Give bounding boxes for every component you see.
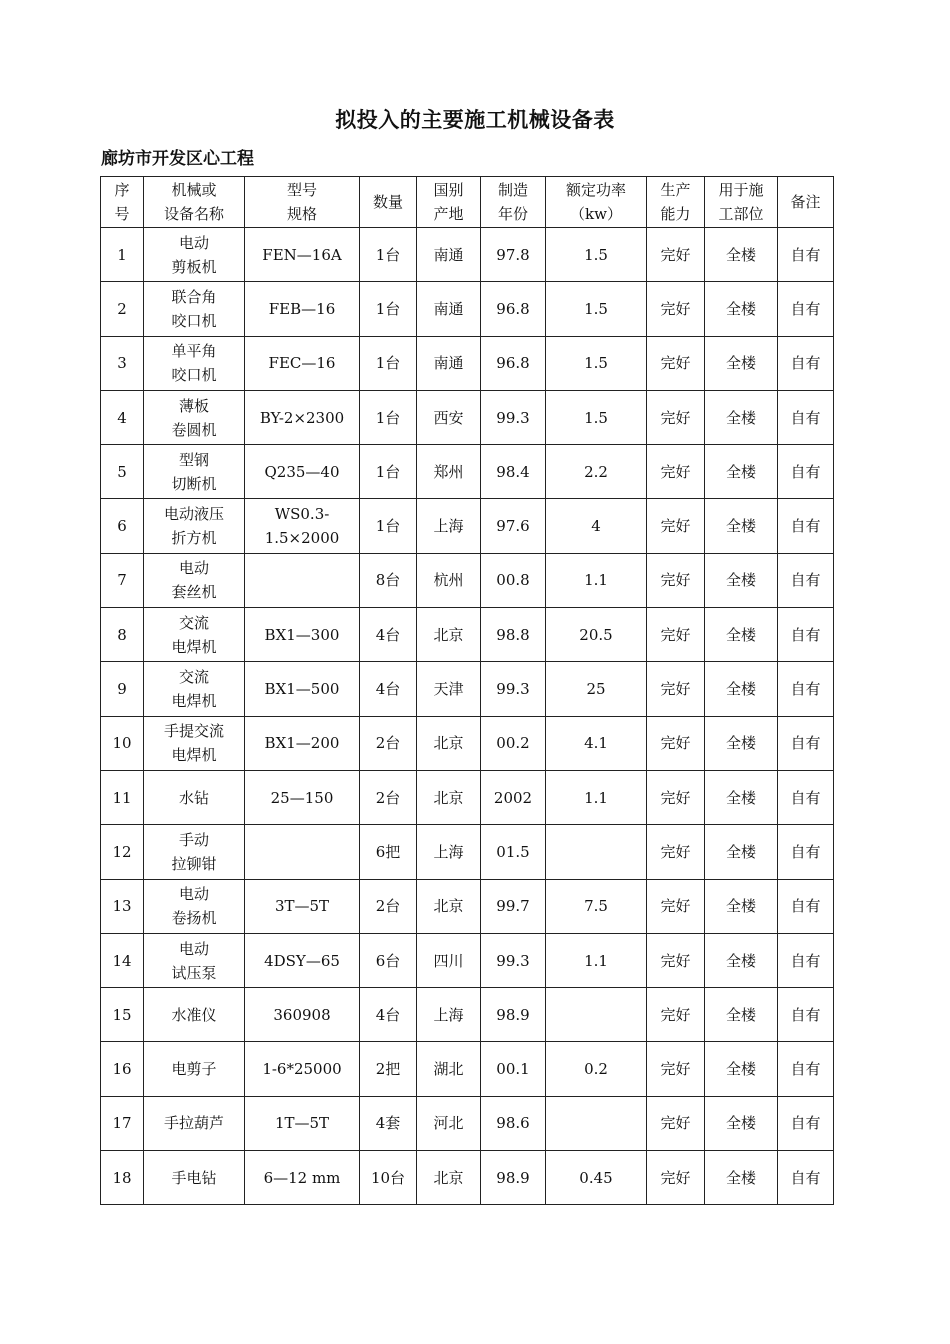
cell-power: 4 — [546, 499, 647, 553]
cell-model — [245, 553, 360, 607]
cell-power: 1.5 — [546, 228, 647, 282]
cell-model — [245, 1151, 360, 1205]
cell-year: 98.4 — [481, 445, 546, 499]
cell-usage: 全楼 — [705, 1042, 778, 1096]
cell-no: 13 — [101, 879, 144, 933]
cell-capacity: 完好 — [647, 336, 705, 390]
cell-usage: 全楼 — [705, 770, 778, 824]
table-row — [101, 770, 834, 824]
cell-text-line: 手拉葫芦 — [163, 1114, 224, 1133]
cell-qty: 1台 — [360, 445, 417, 499]
cell-capacity: 完好 — [647, 879, 705, 933]
table-row — [101, 553, 834, 607]
cell-year: 98.9 — [481, 1151, 546, 1205]
cell-name — [144, 499, 245, 553]
cell-text-line: 6—12 mm — [263, 1168, 341, 1187]
cell-power: 1.1 — [546, 553, 647, 607]
cell-qty: 10台 — [360, 1151, 417, 1205]
cell-name — [144, 228, 245, 282]
table-row — [101, 988, 834, 1042]
table-row — [101, 1096, 834, 1150]
cell-model — [245, 1096, 360, 1150]
cell-text-line: 电动 — [178, 885, 209, 904]
cell-capacity: 完好 — [647, 1096, 705, 1150]
header-year — [481, 177, 546, 228]
cell-name — [144, 336, 245, 390]
table-row — [101, 1042, 834, 1096]
cell-model — [245, 499, 360, 553]
cell-note: 自有 — [778, 988, 834, 1042]
cell-text-line: 切断机 — [171, 474, 217, 493]
table-row — [101, 445, 834, 499]
cell-no: 14 — [101, 933, 144, 987]
cell-power: 1.5 — [546, 282, 647, 336]
cell-no: 1 — [101, 228, 144, 282]
cell-model — [245, 608, 360, 662]
cell-text-line: 手电钻 — [171, 1168, 217, 1187]
cell-usage: 全楼 — [705, 879, 778, 933]
cell-qty: 6把 — [360, 825, 417, 879]
table-row — [101, 390, 834, 444]
cell-capacity: 完好 — [647, 988, 705, 1042]
cell-name — [144, 282, 245, 336]
cell-text-line: 卷扬机 — [171, 909, 217, 928]
cell-power: 1.5 — [546, 336, 647, 390]
cell-power: 1.5 — [546, 390, 647, 444]
cell-name — [144, 988, 245, 1042]
cell-text-line: 规格 — [286, 205, 317, 223]
cell-text-line: 薄板 — [178, 396, 209, 415]
cell-name — [144, 716, 245, 770]
cell-text-line: 产地 — [433, 205, 464, 223]
cell-note: 自有 — [778, 445, 834, 499]
cell-text-line: 折方机 — [171, 529, 217, 548]
cell-usage: 全楼 — [705, 608, 778, 662]
cell-text-line: FEN—16A — [262, 245, 342, 264]
cell-name — [144, 770, 245, 824]
header-qty — [360, 177, 417, 228]
cell-note: 自有 — [778, 336, 834, 390]
cell-year: 98.6 — [481, 1096, 546, 1150]
cell-usage: 全楼 — [705, 716, 778, 770]
cell-origin: 南通 — [417, 228, 481, 282]
project-name: 廊坊市开发区心工程 — [101, 149, 254, 169]
cell-name — [144, 445, 245, 499]
cell-capacity: 完好 — [647, 825, 705, 879]
cell-name — [144, 879, 245, 933]
cell-year: 99.3 — [481, 662, 546, 716]
cell-origin: 西安 — [417, 390, 481, 444]
cell-capacity: 完好 — [647, 553, 705, 607]
header-model — [245, 177, 360, 228]
cell-year: 99.3 — [481, 390, 546, 444]
cell-usage: 全楼 — [705, 390, 778, 444]
table-row — [101, 933, 834, 987]
cell-no: 3 — [101, 336, 144, 390]
cell-note: 自有 — [778, 716, 834, 770]
cell-capacity: 完好 — [647, 445, 705, 499]
cell-text-line: 型钢 — [178, 450, 209, 469]
table-body — [101, 228, 834, 1205]
cell-text-line: 咬口机 — [171, 311, 217, 330]
header-no — [101, 177, 144, 228]
cell-power: 0.45 — [546, 1151, 647, 1205]
header-origin — [417, 177, 481, 228]
cell-origin: 上海 — [417, 825, 481, 879]
table-row — [101, 879, 834, 933]
cell-capacity: 完好 — [647, 662, 705, 716]
table-row — [101, 1151, 834, 1205]
cell-text-line: 1T—5T — [274, 1114, 330, 1133]
cell-text-line: 电动 — [178, 559, 209, 578]
cell-text-line: 360908 — [273, 1005, 331, 1024]
cell-qty: 4台 — [360, 988, 417, 1042]
cell-capacity: 完好 — [647, 228, 705, 282]
cell-name — [144, 1096, 245, 1150]
cell-origin: 北京 — [417, 879, 481, 933]
cell-text-line: 用于施 — [718, 181, 764, 199]
cell-usage: 全楼 — [705, 825, 778, 879]
cell-note: 自有 — [778, 553, 834, 607]
cell-year: 97.6 — [481, 499, 546, 553]
cell-text-line: 生产 — [660, 181, 691, 199]
cell-note: 自有 — [778, 662, 834, 716]
cell-note: 自有 — [778, 825, 834, 879]
cell-power: 0.2 — [546, 1042, 647, 1096]
cell-text-line: 电动 — [178, 939, 209, 958]
cell-no: 16 — [101, 1042, 144, 1096]
cell-usage: 全楼 — [705, 499, 778, 553]
cell-no: 7 — [101, 553, 144, 607]
cell-model — [245, 933, 360, 987]
cell-text-line: WS0.3- — [274, 505, 330, 524]
header-name — [144, 177, 245, 228]
cell-year: 00.1 — [481, 1042, 546, 1096]
cell-qty: 2台 — [360, 716, 417, 770]
cell-text-line: 联合角 — [171, 287, 217, 306]
table-row — [101, 825, 834, 879]
cell-no: 8 — [101, 608, 144, 662]
cell-model — [245, 1042, 360, 1096]
cell-model — [245, 716, 360, 770]
cell-power: 2.2 — [546, 445, 647, 499]
cell-qty: 1台 — [360, 499, 417, 553]
cell-year: 00.8 — [481, 553, 546, 607]
cell-model — [245, 228, 360, 282]
cell-text-line: FEB—16 — [268, 299, 336, 318]
cell-text-line: 剪板机 — [171, 257, 217, 276]
cell-text-line: 国别 — [433, 181, 464, 199]
cell-power — [546, 825, 647, 879]
cell-no: 18 — [101, 1151, 144, 1205]
cell-usage: 全楼 — [705, 282, 778, 336]
cell-no: 12 — [101, 825, 144, 879]
cell-text-line: 交流 — [178, 613, 209, 632]
cell-usage: 全楼 — [705, 1096, 778, 1150]
cell-text-line: 水钻 — [178, 788, 209, 807]
cell-text-line: 电动液压 — [163, 505, 224, 524]
cell-text-line: 水准仪 — [171, 1005, 217, 1024]
cell-text-line: 拉铆钳 — [171, 854, 217, 873]
cell-usage: 全楼 — [705, 662, 778, 716]
cell-text-line: 序 — [114, 181, 130, 199]
cell-qty: 8台 — [360, 553, 417, 607]
cell-name — [144, 1042, 245, 1096]
cell-origin: 上海 — [417, 499, 481, 553]
cell-qty: 1台 — [360, 390, 417, 444]
cell-no: 5 — [101, 445, 144, 499]
cell-usage: 全楼 — [705, 553, 778, 607]
cell-year: 01.5 — [481, 825, 546, 879]
cell-qty: 2台 — [360, 770, 417, 824]
cell-text-line: 3T—5T — [274, 897, 330, 916]
cell-text-line: （kw） — [570, 205, 622, 223]
cell-power: 7.5 — [546, 879, 647, 933]
cell-text-line: FEC—16 — [268, 354, 336, 373]
cell-name — [144, 1151, 245, 1205]
cell-text-line: 1.5×2000 — [264, 529, 340, 548]
cell-text-line: 能力 — [660, 205, 691, 223]
header-power — [546, 177, 647, 228]
cell-power: 4.1 — [546, 716, 647, 770]
cell-text-line: 电焊机 — [171, 692, 217, 711]
cell-no: 11 — [101, 770, 144, 824]
cell-origin: 郑州 — [417, 445, 481, 499]
cell-text-line: 试压泵 — [171, 963, 217, 982]
cell-text-line: BX1—300 — [264, 625, 340, 644]
cell-name — [144, 933, 245, 987]
table-header-row — [101, 177, 834, 228]
cell-model — [245, 445, 360, 499]
cell-text-line: 单平角 — [171, 342, 217, 361]
cell-no: 10 — [101, 716, 144, 770]
cell-note: 自有 — [778, 608, 834, 662]
cell-power — [546, 1096, 647, 1150]
cell-text-line: 咬口机 — [171, 366, 217, 385]
cell-usage: 全楼 — [705, 933, 778, 987]
cell-text-line: 手提交流 — [163, 722, 224, 741]
cell-text-line: 电剪子 — [171, 1060, 217, 1079]
cell-note: 自有 — [778, 282, 834, 336]
cell-power: 20.5 — [546, 608, 647, 662]
cell-qty: 4台 — [360, 662, 417, 716]
equipment-table — [100, 176, 834, 1205]
table-row — [101, 282, 834, 336]
cell-text-line: 手动 — [178, 830, 209, 849]
cell-model — [245, 282, 360, 336]
cell-qty: 2台 — [360, 879, 417, 933]
cell-power: 1.1 — [546, 933, 647, 987]
cell-capacity: 完好 — [647, 390, 705, 444]
cell-usage: 全楼 — [705, 228, 778, 282]
header-capacity — [647, 177, 705, 228]
cell-name — [144, 825, 245, 879]
cell-note: 自有 — [778, 499, 834, 553]
cell-year: 96.8 — [481, 336, 546, 390]
cell-note: 自有 — [778, 390, 834, 444]
cell-model — [245, 770, 360, 824]
cell-qty: 1台 — [360, 336, 417, 390]
cell-text-line: 额定功率 — [565, 181, 626, 199]
cell-capacity: 完好 — [647, 1042, 705, 1096]
cell-origin: 四川 — [417, 933, 481, 987]
cell-qty: 2把 — [360, 1042, 417, 1096]
cell-year: 97.8 — [481, 228, 546, 282]
cell-text-line: 交流 — [178, 668, 209, 687]
cell-no: 6 — [101, 499, 144, 553]
cell-power — [546, 988, 647, 1042]
cell-note: 自有 — [778, 1042, 834, 1096]
cell-text-line: 数量 — [372, 193, 403, 211]
cell-usage: 全楼 — [705, 1151, 778, 1205]
cell-no: 9 — [101, 662, 144, 716]
cell-text-line: 电焊机 — [171, 746, 217, 765]
header-note — [778, 177, 834, 228]
cell-model — [245, 879, 360, 933]
cell-origin: 北京 — [417, 1151, 481, 1205]
cell-model — [245, 988, 360, 1042]
cell-year: 98.8 — [481, 608, 546, 662]
table-row — [101, 336, 834, 390]
cell-qty: 4套 — [360, 1096, 417, 1150]
header-usage — [705, 177, 778, 228]
cell-year: 99.7 — [481, 879, 546, 933]
cell-usage: 全楼 — [705, 988, 778, 1042]
cell-no: 17 — [101, 1096, 144, 1150]
cell-note: 自有 — [778, 933, 834, 987]
cell-text-line: 电焊机 — [171, 637, 217, 656]
cell-name — [144, 608, 245, 662]
cell-note: 自有 — [778, 770, 834, 824]
cell-power: 25 — [546, 662, 647, 716]
cell-capacity: 完好 — [647, 282, 705, 336]
cell-model — [245, 662, 360, 716]
cell-year: 96.8 — [481, 282, 546, 336]
cell-name — [144, 390, 245, 444]
cell-note: 自有 — [778, 1096, 834, 1150]
cell-text-line: 型号 — [286, 181, 317, 199]
cell-text-line: 设备名称 — [163, 205, 224, 223]
cell-text-line: 4DSY—65 — [264, 951, 340, 970]
cell-note: 自有 — [778, 879, 834, 933]
cell-origin: 河北 — [417, 1096, 481, 1150]
cell-no: 4 — [101, 390, 144, 444]
cell-year: 99.3 — [481, 933, 546, 987]
cell-capacity: 完好 — [647, 933, 705, 987]
cell-text-line: 备注 — [790, 193, 821, 211]
cell-text-line: 机械或 — [171, 181, 217, 199]
document-title: 拟投入的主要施工机械设备表 — [335, 107, 615, 132]
cell-qty: 6台 — [360, 933, 417, 987]
cell-no: 15 — [101, 988, 144, 1042]
cell-power: 1.1 — [546, 770, 647, 824]
cell-text-line: BX1—200 — [264, 734, 340, 753]
cell-origin: 湖北 — [417, 1042, 481, 1096]
cell-capacity: 完好 — [647, 608, 705, 662]
cell-model — [245, 390, 360, 444]
cell-origin: 南通 — [417, 336, 481, 390]
cell-text-line: 年份 — [497, 205, 528, 223]
cell-text-line: 制造 — [497, 181, 528, 199]
cell-capacity: 完好 — [647, 1151, 705, 1205]
table-row — [101, 499, 834, 553]
table-row — [101, 228, 834, 282]
cell-text-line: 1-6*25000 — [262, 1060, 342, 1079]
cell-origin: 北京 — [417, 608, 481, 662]
cell-note: 自有 — [778, 228, 834, 282]
cell-origin: 北京 — [417, 716, 481, 770]
cell-model — [245, 825, 360, 879]
cell-model — [245, 336, 360, 390]
table-row — [101, 608, 834, 662]
cell-text-line: BX1—500 — [264, 680, 340, 699]
cell-capacity: 完好 — [647, 770, 705, 824]
cell-origin: 天津 — [417, 662, 481, 716]
cell-text-line: 号 — [114, 205, 130, 223]
cell-year: 00.2 — [481, 716, 546, 770]
cell-usage: 全楼 — [705, 445, 778, 499]
cell-origin: 北京 — [417, 770, 481, 824]
cell-qty: 1台 — [360, 282, 417, 336]
cell-qty: 1台 — [360, 228, 417, 282]
cell-origin: 上海 — [417, 988, 481, 1042]
cell-no: 2 — [101, 282, 144, 336]
cell-qty: 4台 — [360, 608, 417, 662]
cell-text-line: Q235—40 — [264, 462, 340, 481]
cell-capacity: 完好 — [647, 499, 705, 553]
cell-note: 自有 — [778, 1151, 834, 1205]
cell-year: 2002 — [481, 770, 546, 824]
cell-text-line: 卷圆机 — [171, 420, 217, 439]
cell-text-line: 电动 — [178, 233, 209, 252]
cell-name — [144, 553, 245, 607]
cell-origin: 南通 — [417, 282, 481, 336]
cell-text-line: 套丝机 — [171, 583, 217, 602]
cell-text-line: 工部位 — [718, 205, 764, 223]
cell-capacity: 完好 — [647, 716, 705, 770]
cell-text-line: BY-2×2300 — [259, 408, 345, 427]
cell-usage: 全楼 — [705, 336, 778, 390]
table-row — [101, 716, 834, 770]
table-row — [101, 662, 834, 716]
cell-origin: 杭州 — [417, 553, 481, 607]
cell-year: 98.9 — [481, 988, 546, 1042]
cell-name — [144, 662, 245, 716]
cell-text-line: 25—150 — [270, 788, 334, 807]
